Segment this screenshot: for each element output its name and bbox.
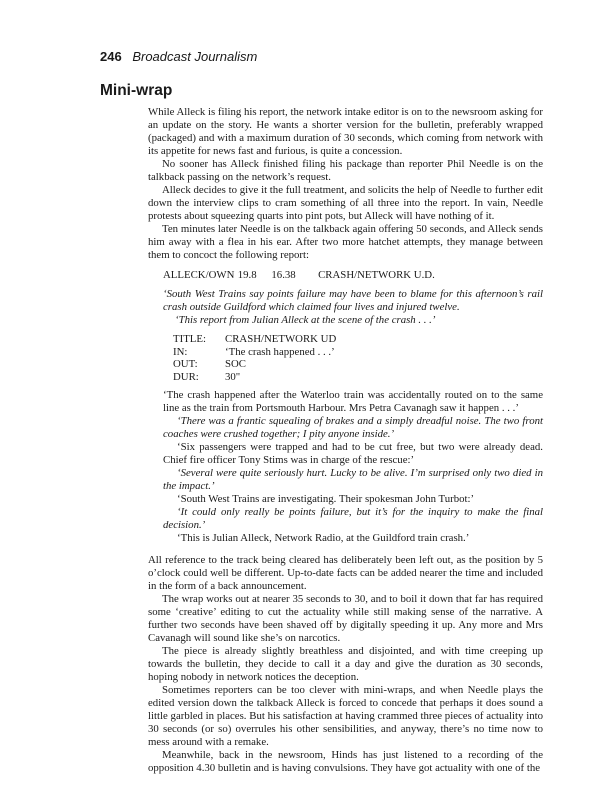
slug-number-1: 19.8 <box>237 269 257 281</box>
cue-key: TITLE: <box>173 333 206 345</box>
cue-row <box>173 371 336 384</box>
paragraph: No sooner has Alleck finished filing his package than reporter Phil Needle is on the talkback passing on the network’s request. <box>148 158 543 183</box>
slug-id: ALLECK/OWN <box>163 269 235 281</box>
script-line: ‘The crash happened after the Waterloo train was accidentally routed on to the same line as the train from Portsmouth Harbour. Mrs Petra Cavanagh saw it happen . . .’ <box>163 389 543 414</box>
script-line: ‘Six passengers were trapped and had to be cut free, but two were already dead. Chief fire officer Tony Stims was in charge of the rescue:’ <box>163 441 543 466</box>
book-title: Broadcast Journalism <box>132 49 258 64</box>
paragraph: Alleck decides to give it the full treatment, and solicits the help of Needle to further edit down the interview clips to cram something of all three into the report. In vain, Needle protests about squeezing quarts into pint pots, but Alleck will have nothing of it. <box>148 184 543 222</box>
script-body <box>148 389 543 545</box>
script-line: ‘Several were quite seriously hurt. Lucky to be alive. I’m surprised only two died in the impact.’ <box>163 467 543 492</box>
script-line: ‘This is Julian Alleck, Network Radio, at the Guildford train crash.’ <box>177 532 470 544</box>
cue-sheet <box>173 333 336 383</box>
cue-value: CRASH/NETWORK UD <box>225 333 337 345</box>
paragraph: The wrap works out at nearer 35 seconds to 30, and to boil it down that far has required some ‘creative’ editing to cut the actuality while still making sense of the narrative. A further two seconds have been shaved off by digitally speeding it up. Any more and Mrs Cavanagh will sound like she’s on narcotics. <box>148 593 543 644</box>
cue-value: SOC <box>225 358 247 370</box>
script-line: ‘There was a frantic squealing of brakes and a simply dreadful noise. The two front coaches were crushed together; I pity anyone inside.’ <box>163 415 543 440</box>
script-slug <box>163 269 543 282</box>
running-header <box>100 49 257 64</box>
script-line: ‘South West Trains are investigating. Their spokesman John Turbot:’ <box>177 493 475 505</box>
paragraph: All reference to the track being cleared has deliberately been left out, as the position by 5 o’clock could well be different. Up-to-date facts can be added nearer the time and included in the form of a back announcement. <box>148 554 543 592</box>
paragraph: The piece is already slightly breathless and disjointed, and with time creeping up towards the bulletin, they decide to call it a day and give the duration as 30 seconds, hoping nobody in network notices the deception. <box>148 645 543 683</box>
cue-row <box>173 358 336 371</box>
cue-value: 30" <box>225 370 241 383</box>
body-column <box>148 106 543 775</box>
section-title: Mini-wrap <box>100 82 173 99</box>
paragraph: Meanwhile, back in the newsroom, Hinds has just listened to a recording of the opposition 4.30 bulletin and is having convulsions. They have got actuality with one of the <box>148 749 543 774</box>
page-number: 246 <box>100 49 122 64</box>
slug-number-2: 16.38 <box>271 269 296 281</box>
paragraph: While Alleck is filing his report, the network intake editor is on to the newsroom asking for an update on the story. He wants a shorter version for the bulletin, preferably wrapped (packaged) and with a maximum duration of 30 seconds, which coming from network with its appetite for news fast and furious, is quite a concession. <box>148 106 543 157</box>
cue-key: DUR: <box>173 370 199 383</box>
cue-row <box>173 346 336 359</box>
script-line: ‘South West Trains say points failure may have been to blame for this afternoon’s rail crash outside Guildford which claimed four lives and injured twelve. <box>163 288 543 313</box>
paragraph: Ten minutes later Needle is on the talkback again offering 50 seconds, and Alleck sends him away with a flea in his ear. After two more hatchet attempts, they manage between them to concoct the following report: <box>148 223 543 261</box>
cue-value: ‘The crash happened . . .’ <box>225 345 335 358</box>
cue-key: IN: <box>173 345 188 358</box>
paragraph: Sometimes reporters can be too clever with mini-wraps, and when Needle plays the edited version down the talkback Alleck is forced to concede that perhaps it does sound a little garbled in places. But his satisfaction at having crammed three pieces of actuality into 30 seconds (or so) overrules his other sensibilities, and anyway, there’s no time now to mess around with a remake. <box>148 684 543 748</box>
cue-key: OUT: <box>173 358 198 370</box>
script-line: ‘This report from Julian Alleck at the scene of the crash . . .’ <box>175 314 436 326</box>
slug-title: CRASH/NETWORK U.D. <box>318 269 435 281</box>
cue-row <box>173 333 336 346</box>
script-line: ‘It could only really be points failure, but it’s for the inquiry to make the final decision.’ <box>163 506 543 531</box>
